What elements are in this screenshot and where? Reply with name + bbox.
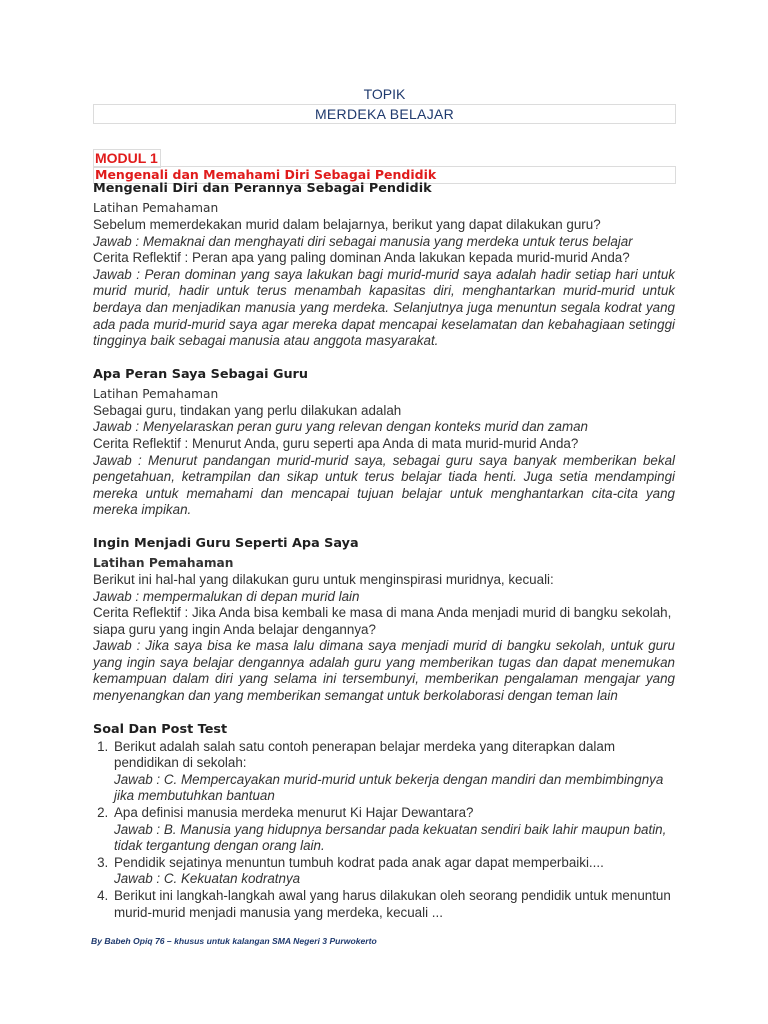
reflective-question: Cerita Reflektif : Jika Anda bisa kembali ke masa di mana Anda menjadi murid di bangku sekolah, siapa guru yang ingin Anda belajar dengannya? — [93, 605, 672, 637]
section-title-1: Mengenali Diri dan Perannya Sebagai Pendidik — [93, 181, 432, 196]
reflective-question: Cerita Reflektif : Peran apa yang paling dominan Anda lakukan kepada murid-murid Anda? — [93, 250, 630, 266]
module-label: MODUL 1 — [93, 149, 161, 168]
question: Sebelum memerdekakan murid dalam belajarnya, berikut yang dapat dilakukan guru? — [93, 217, 601, 232]
quiz-question: Berikut ini langkah-langkah awal yang harus dilakukan oleh seorang pendidik untuk menuntun murid-murid menjadi manusia yang merdeka, kecuali ... — [114, 888, 671, 920]
answer: Jawab : Jika saya bisa ke masa lalu dimana saya menjadi murid di bangku sekolah, untuk guru yang ingin saya belajar dengannya adalah guru yang memberikan tugas dan dapat menemukan kemampuan dalam diri yang selama ini tersembunyi, memberikan pengalaman mengajar yang menyenangkan dan yang memberikan semangat untuk berkolaborasi dengan teman lain — [93, 638, 675, 704]
page-footer: By Babeh Opiq 76 – khusus untuk kalangan SMA Negeri 3 Purwokerto — [91, 936, 377, 946]
quiz-question: Pendidik sejatinya menuntun tumbuh kodrat pada anak agar dapat memperbaiki.... — [114, 854, 604, 870]
answer: Jawab : Peran dominan yang saya lakukan bagi murid-murid saya adalah hadir setiap hari untuk murid murid, hadir untuk terus menambah kapasitas diri, menghantarkan murid-murid untuk berdaya dan menjadikan manusia yang merdeka. Selanjutnya juga menuntun segala kodrat yang ada pada murid-murid saya agar mereka dapat mencapai keselamatan dan kebahagiaan setinggi tingginya baik sebagai manusia atau anggota masyarakat. — [93, 266, 675, 349]
topic-title: MERDEKA BELAJAR — [93, 104, 676, 124]
section-title-3: Ingin Menjadi Guru Seperti Apa Saya — [93, 535, 359, 551]
quiz-item — [112, 739, 675, 805]
quiz-item — [112, 888, 675, 921]
exercise-label-1: Latihan Pemahaman — [93, 201, 219, 215]
answer: Jawab : Memaknai dan menghayati diri sebagai manusia yang merdeka untuk terus belajar — [93, 233, 633, 249]
quiz-question: Apa definisi manusia merdeka menurut Ki Hajar Dewantara? — [114, 805, 474, 821]
exercise-label-2: Latihan Pemahaman — [93, 386, 219, 401]
answer: Jawab : Menurut pandangan murid-murid saya, sebagai guru saya banyak memberikan bekal pengetahuan, ketrampilan dan sikap untuk terus belajar tiada henti. Juga setia mendampingi mereka untuk memahami dan mencapai tujuan belajar untuk menghantarkan cita-cita yang mereka impikan. — [93, 452, 675, 518]
exercise-label-3: Latihan Pemahaman — [93, 555, 234, 570]
quiz-item — [112, 855, 675, 888]
quiz-answer: Jawab : C. Mempercayakan murid-murid untuk bekerja dengan mandiri dan membimbingnya jika membutuhkan bantuan — [114, 771, 664, 804]
quiz-question: Berikut adalah salah satu contoh penerapan belajar merdeka yang diterapkan dalam pendidikan di sekolah: — [114, 738, 615, 771]
quiz-answer: Jawab : C. Kekuatan kodratnya — [114, 871, 301, 887]
section-title-2: Apa Peran Saya Sebagai Guru — [93, 366, 308, 382]
quiz-title: Soal Dan Post Test — [93, 721, 228, 737]
document-body — [93, 180, 675, 921]
topic-label: TOPIK — [363, 86, 406, 102]
quiz-list — [93, 739, 675, 922]
module-subtitle: Mengenali dan Memahami Diri Sebagai Pendidik — [93, 166, 676, 184]
answer: Jawab : Menyelaraskan peran guru yang relevan dengan konteks murid dan zaman — [93, 419, 589, 435]
quiz-answer: Jawab : B. Manusia yang hidupnya bersandar pada kekuatan sendiri baik lahir maupun batin, tidak tergantung dengan orang lain. — [114, 821, 667, 854]
reflective-question: Cerita Reflektif : Menurut Anda, guru seperti apa Anda di mata murid-murid Anda? — [93, 435, 579, 451]
quiz-item — [112, 805, 675, 855]
answer: Jawab : mempermalukan di depan murid lain — [93, 588, 360, 604]
question: Sebagai guru, tindakan yang perlu dilakukan adalah — [93, 402, 402, 418]
question: Berikut ini hal-hal yang dilakukan guru untuk menginspirasi muridnya, kecuali: — [93, 571, 554, 587]
